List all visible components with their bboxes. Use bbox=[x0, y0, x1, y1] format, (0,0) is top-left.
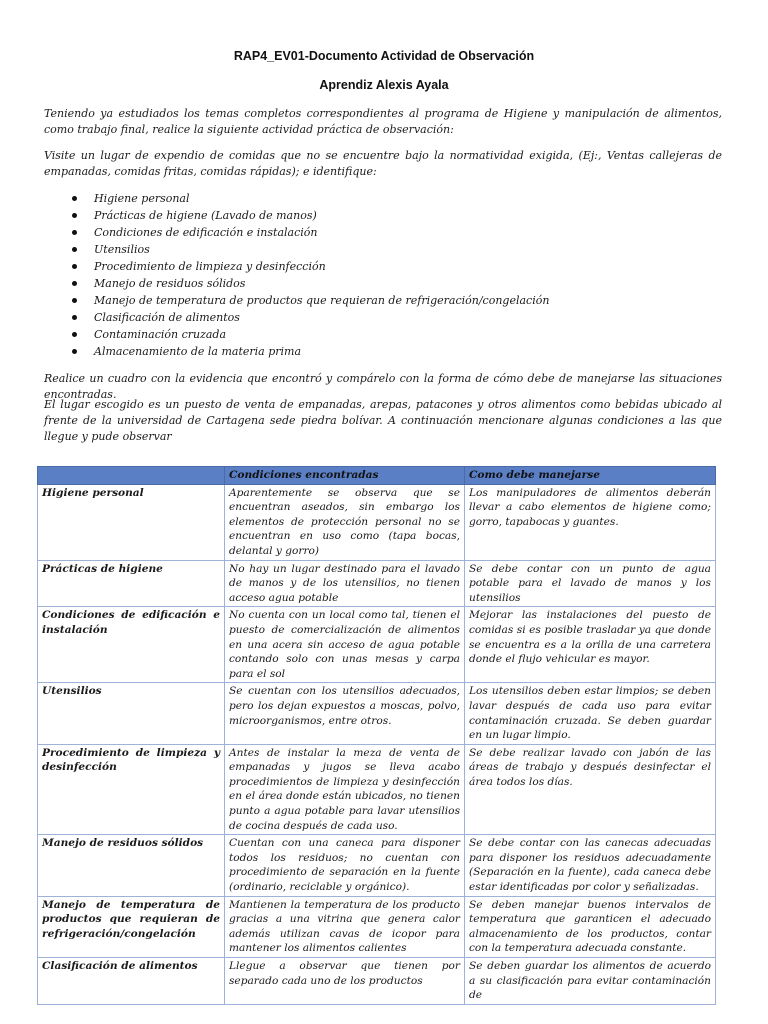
observation-list bbox=[70, 190, 549, 360]
row-should: Los utensilios deben estar limpios; se deben lavar después de cada uso para evitar contaminación cruzada. Se deben guardar en un lugar limpio. bbox=[465, 683, 716, 744]
row-aspect: Clasificación de alimentos bbox=[38, 958, 225, 1005]
row-should: Se deben manejar buenos intervalos de temperatura que garanticen el adecuado almacenamiento de los productos, contar con la temperatura adecuada constante. bbox=[465, 896, 716, 957]
table-row bbox=[38, 744, 716, 835]
row-aspect: Manejo de temperatura de productos que requieran de refrigeración/congelación bbox=[38, 896, 225, 957]
row-aspect: Procedimiento de limpieza y desinfección bbox=[38, 744, 225, 835]
row-aspect: Prácticas de higiene bbox=[38, 560, 225, 607]
list-item: Clasificación de alimentos bbox=[70, 309, 549, 326]
list-item: Almacenamiento de la materia prima bbox=[70, 343, 549, 360]
table-header-row bbox=[38, 467, 716, 485]
list-item: Higiene personal bbox=[70, 190, 549, 207]
row-found: No cuenta con un local como tal, tienen el puesto de comercialización de alimentos en una acera sin acceso de agua potable contando solo con unas mesas y carpa para el sol bbox=[225, 607, 465, 683]
row-should: Los manipuladores de alimentos deberán llevar a cabo elementos de higiene como; gorro, tapabocas y guantes. bbox=[465, 484, 716, 560]
place-paragraph: El lugar escogido es un puesto de venta de empanadas, arepas, patacones y otros alimentos como bebidas ubicado al frente de la universidad de Cartagena sede piedra bolívar. A continuación mencionare algunas condiciones a las que llegue y pude observar bbox=[44, 398, 722, 443]
author-name: Aprendiz Alexis Ayala bbox=[319, 78, 449, 92]
row-found: Aparentemente se observa que se encuentran aseados, sin embargo los elementos de protección personal no se encuentran en uso como (tapa bocas, delantal y gorro) bbox=[225, 484, 465, 560]
row-aspect: Utensilios bbox=[38, 683, 225, 744]
table-row bbox=[38, 958, 716, 1005]
table-row bbox=[38, 560, 716, 607]
row-found: Mantienen la temperatura de los producto gracias a una vitrina que genera calor además utilizan cavas de icopor para mantener los alimentos calientes bbox=[225, 896, 465, 957]
table-row bbox=[38, 607, 716, 683]
header-aspect bbox=[38, 467, 225, 485]
list-item: Prácticas de higiene (Lavado de manos) bbox=[70, 207, 549, 224]
table-row bbox=[38, 835, 716, 896]
row-should: Se debe realizar lavado con jabón de las áreas de trabajo y después desinfectar el área todos los días. bbox=[465, 744, 716, 835]
row-found: Se cuentan con los utensilios adecuados, pero los dejan expuestos a moscas, polvo, microorganismos, entre otros. bbox=[225, 683, 465, 744]
table-row bbox=[38, 683, 716, 744]
intro-paragraph: Teniendo ya estudiados los temas completos correspondientes al programa de Higiene y manipulación de alimentos, como trabajo final, realice la siguiente actividad práctica de observación: bbox=[44, 107, 722, 136]
row-aspect: Condiciones de edificación e instalación bbox=[38, 607, 225, 683]
row-should: Se debe contar con las canecas adecuadas para disponer los residuos adecuadamente (Separación en la fuente), cada caneca debe estar identificadas por color y señalizadas. bbox=[465, 835, 716, 896]
list-item: Manejo de temperatura de productos que requieran de refrigeración/congelación bbox=[70, 292, 549, 309]
table-row bbox=[38, 484, 716, 560]
list-item: Manejo de residuos sólidos bbox=[70, 275, 549, 292]
row-should: Se debe contar con un punto de agua potable para el lavado de manos y los utensilios bbox=[465, 560, 716, 607]
header-should: Como debe manejarse bbox=[465, 467, 716, 485]
list-item: Utensilios bbox=[70, 241, 549, 258]
row-should: Mejorar las instalaciones del puesto de comidas si es posible trasladar ya que donde se encuentra es a la orilla de una carretera donde el flujo vehicular es mayor. bbox=[465, 607, 716, 683]
row-found: Llegue a observar que tienen por separado cada uno de los productos bbox=[225, 958, 465, 1005]
list-item: Contaminación cruzada bbox=[70, 326, 549, 343]
row-found: Antes de instalar la meza de venta de empanadas y jugos se lleva acabo procedimientos de limpieza y desinfección en el área donde están ubicados, no tienen punto a agua potable para lavar utensilios de cocina después de cada uso. bbox=[225, 744, 465, 835]
header-found: Condiciones encontradas bbox=[225, 467, 465, 485]
row-found: No hay un lugar destinado para el lavado de manos y de los utensilios, no tienen acceso agua potable bbox=[225, 560, 465, 607]
row-should: Se deben guardar los alimentos de acuerdo a su clasificación para evitar contaminación de bbox=[465, 958, 716, 1005]
instruction-paragraph: Realice un cuadro con la evidencia que encontró y compárelo con la forma de cómo debe de manejarse las situaciones encontradas. bbox=[44, 372, 722, 401]
row-found: Cuentan con una caneca para disponer todos los residuos; no cuentan con procedimiento de separación en la fuente (ordinario, reciclable y orgánico). bbox=[225, 835, 465, 896]
table-row bbox=[38, 896, 716, 957]
observation-table bbox=[37, 466, 716, 1005]
list-item: Procedimiento de limpieza y desinfección bbox=[70, 258, 549, 275]
row-aspect: Manejo de residuos sólidos bbox=[38, 835, 225, 896]
row-aspect: Higiene personal bbox=[38, 484, 225, 560]
visit-paragraph: Visite un lugar de expendio de comidas que no se encuentre bajo la normatividad exigida, (Ej:, Ventas callejeras de empanadas, comidas fritas, comidas rápidas); e identifique: bbox=[44, 149, 722, 178]
document-title: RAP4_EV01-Documento Actividad de Observación bbox=[233, 49, 535, 63]
list-item: Condiciones de edificación e instalación bbox=[70, 224, 549, 241]
